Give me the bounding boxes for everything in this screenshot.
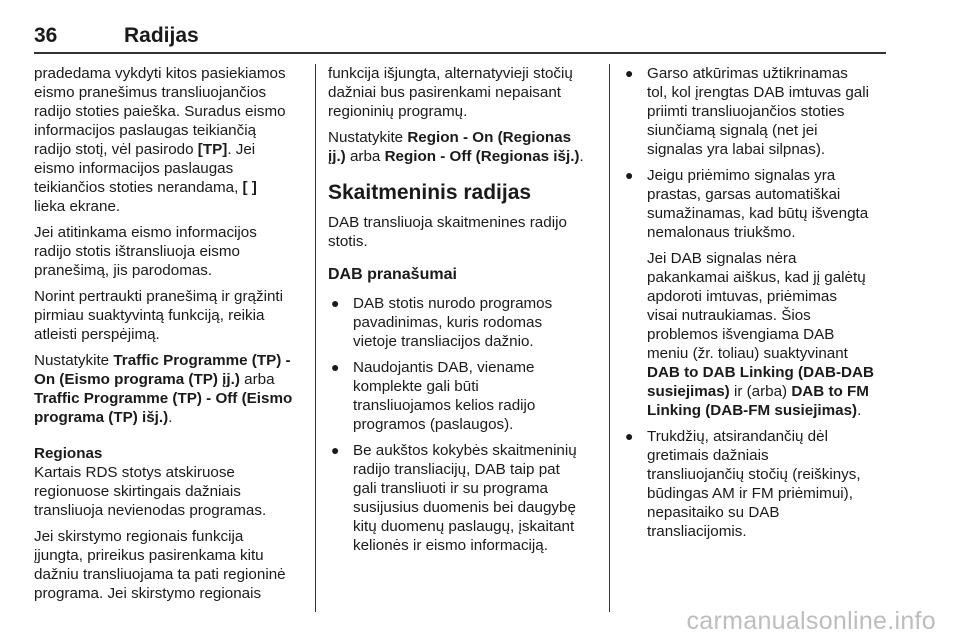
tp-indicator: [TP] bbox=[197, 141, 228, 158]
bullet-icon: ● bbox=[625, 65, 634, 81]
list-item-continuation: Jei DAB signalas nėra pakankamai aiškus, kad jį galėtų apdoroti imtuvas, priėmimas visai nutraukiamas. Šios problemos išvengiama DAB meniu (žr. toliau) suaktyvinant DAB to DAB Linking (DAB-DAB susiejimas) ir (arba) DAB to FM Linking (DAB-FM susiejimas). bbox=[647, 250, 874, 419]
list-item: ● Garso atkūrimas užtikrinamas tol, kol įrengtas DAB imtuvas gali priimti transliuojančios stoties siunčiamą signalą (net jei signalas yra labai silpnas). bbox=[625, 65, 869, 158]
column-divider bbox=[609, 64, 610, 612]
section-title: Radijas bbox=[124, 24, 199, 47]
paragraph: funkcija išjungta, alternatyvieji stočių dažniai bus pasirenkami nepaisant regioninių programų. bbox=[328, 65, 573, 120]
header-divider bbox=[34, 52, 886, 54]
bullet-icon: ● bbox=[625, 167, 634, 183]
page-number: 36 bbox=[34, 24, 58, 47]
bullet-icon: ● bbox=[331, 295, 340, 311]
paragraph: Nustatykite Traffic Programme (TP) - On (Eismo programa (TP) įj.) arba Traffic Programme (TP) - Off (Eismo programa (TP) išj.). bbox=[34, 352, 293, 426]
column-left bbox=[34, 64, 302, 610]
empty-indicator: [ ] bbox=[242, 179, 257, 196]
list-item: ● Be aukštos kokybės skaitmeninių radijo transliacijų, DAB taip pat gali transliuoti ir su programa susijusius duomenis bei daugybę kitų duomenų paslaugų, įskaitant kelionės ir eismo informaciją. bbox=[331, 442, 577, 554]
list-item: ● DAB stotis nurodo programos pavadinimas, kuris rodomas vietoje transliacijos dažnio. bbox=[331, 295, 553, 350]
page-header bbox=[34, 24, 886, 51]
bullet-icon: ● bbox=[625, 428, 634, 444]
subheading-dab-advantages: DAB pranašumai bbox=[328, 266, 457, 283]
subheading-regionas: Regionas bbox=[34, 445, 103, 462]
column-middle bbox=[328, 64, 596, 562]
paragraph: Nustatykite Region - On (Regionas įj.) arba Region - Off (Regionas išj.). bbox=[328, 129, 584, 165]
paragraph: Norint pertraukti pranešimą ir grąžinti pirmiau suaktyvintą funkciją, reikia atleisti perspėjimą. bbox=[34, 288, 283, 343]
column-divider bbox=[315, 64, 316, 612]
paragraph: DAB transliuoja skaitmenines radijo stotis. bbox=[328, 214, 567, 250]
list-item: ● Trukdžių, atsirandančių dėl gretimais dažniais transliuojančių stočių (reiškinys, būdingas AM ir FM priėmimui), nepasitaiko su DAB transliacijomis. bbox=[625, 428, 861, 540]
list-item: ● Jeigu priėmimo signalas yra prastas, garsas automatiškai sumažinamas, kad būtų išvengta nemalonaus triukšmo. bbox=[625, 167, 869, 241]
list-item: ● Naudojantis DAB, viename komplekte gali būti transliuojamos kelios radijo programos (paslaugos). bbox=[331, 359, 536, 433]
paragraph: Jei skirstymo regionais funkcija įjungta, prireikus pasirenkama kitu dažniu transliuojama ta pati regioninė programa. Jei skirstymo regionais bbox=[34, 528, 286, 602]
section-heading-digital-radio: Skaitmeninis radijas bbox=[328, 181, 532, 204]
paragraph: Kartais RDS stotys atskiruose regionuose skirtingais dažniais transliuoja nevienodas programas. bbox=[34, 464, 267, 519]
bullet-icon: ● bbox=[331, 359, 340, 375]
watermark: carmanualsonline.info bbox=[686, 607, 936, 635]
paragraph: Jei atitinkama eismo informacijos radijo stotis ištransliuoja eismo pranešimą, jis parodomas. bbox=[34, 224, 257, 279]
column-right bbox=[622, 64, 890, 548]
bullet-icon: ● bbox=[331, 442, 340, 458]
paragraph: pradedama vykdyti kitos pasiekiamos eismo pranešimus transliuojančios radijo stoties paieška. Suradus eismo informacijos paslaugas teikiančią radijo stotį, vėl pasirodo [TP]. Jei eismo informacijos paslaugas teikiančios stoties nerandama, [ ] lieka ekrane. bbox=[34, 65, 286, 215]
